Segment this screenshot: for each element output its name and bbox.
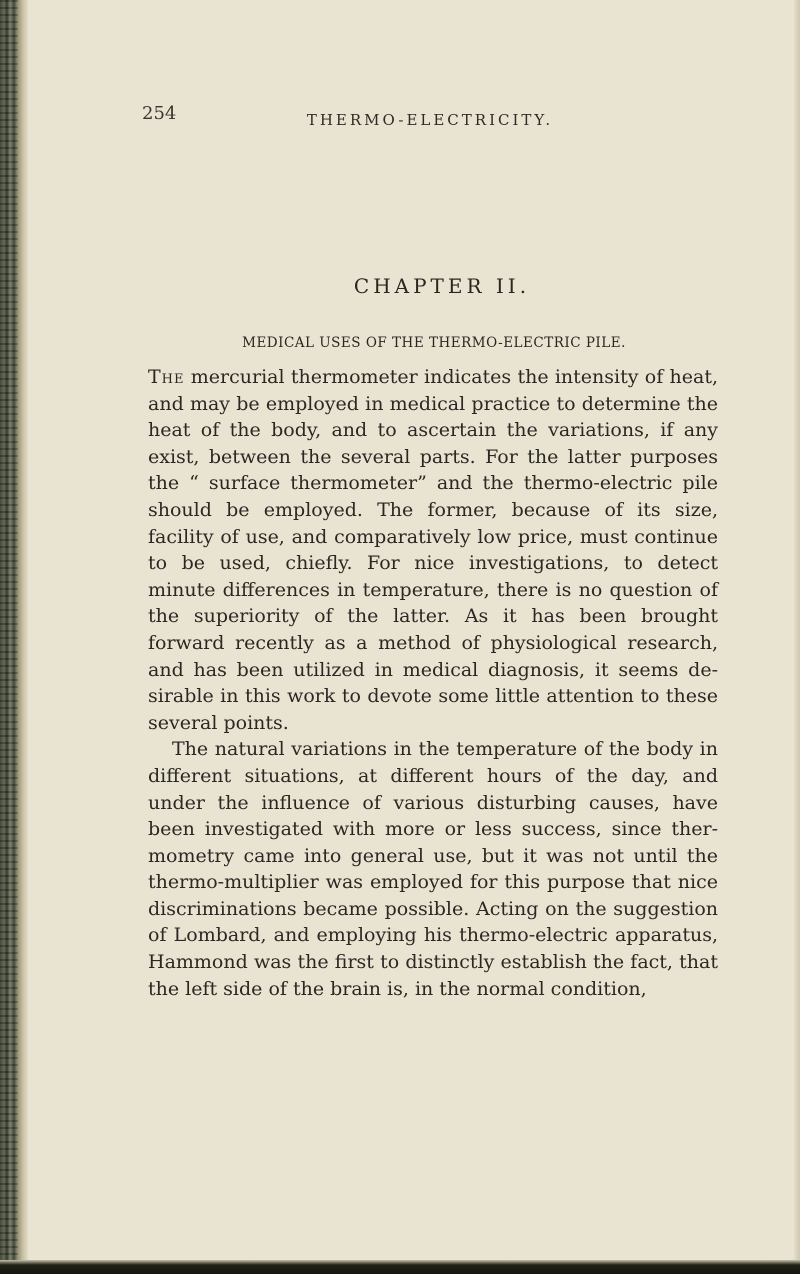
- chapter-subtitle: MEDICAL USES OF THE THERMO-ELECTRIC PILE.: [242, 335, 626, 351]
- page-bottom-edge: [0, 1260, 800, 1274]
- paragraph-1-text: mercurial thermometer indicates the intensity of heat, and may be employed in medical practice to determine the heat of the body, and to ascertain the variations, if any exist, between the several parts. For the latter purposes the “ surface thermometer” and the thermo-electric pile should be employed. The former, because of its size, facility of use, and comparatively low price, must continue to be used, chiefly. For nice investigations, to detect minute differences in temperature, there is no question of the superiority of the latter. As it has been brought forward recently as a method of physiological research, and has been utilized in medical diagnosis, it seems desirable in this work to devote some little attention to these several points.: [148, 366, 718, 734]
- chapter-title: CHAPTER II.: [353, 274, 531, 298]
- paragraph-2: The natural variations in the temperature of the body in different situations, at different hours of the day, and under the influence of various disturbing causes, have been investigated with more or less success, since thermometry came into general use, but it was not until the thermo-multiplier was employed for this purpose that nice discriminations became possible. Acting on the suggestion of Lombard, and employing his thermo-electric apparatus, Hammond was the first to distinctly establish the fact, that the left side of the brain is, in the normal condition,: [148, 738, 718, 1000]
- body-text: [148, 364, 718, 1002]
- paragraph-1: [148, 364, 718, 736]
- running-head: THERMO-ELECTRICITY.: [306, 111, 554, 129]
- page-number: 254: [142, 103, 177, 124]
- paragraph-1-lead-word: The: [148, 366, 185, 388]
